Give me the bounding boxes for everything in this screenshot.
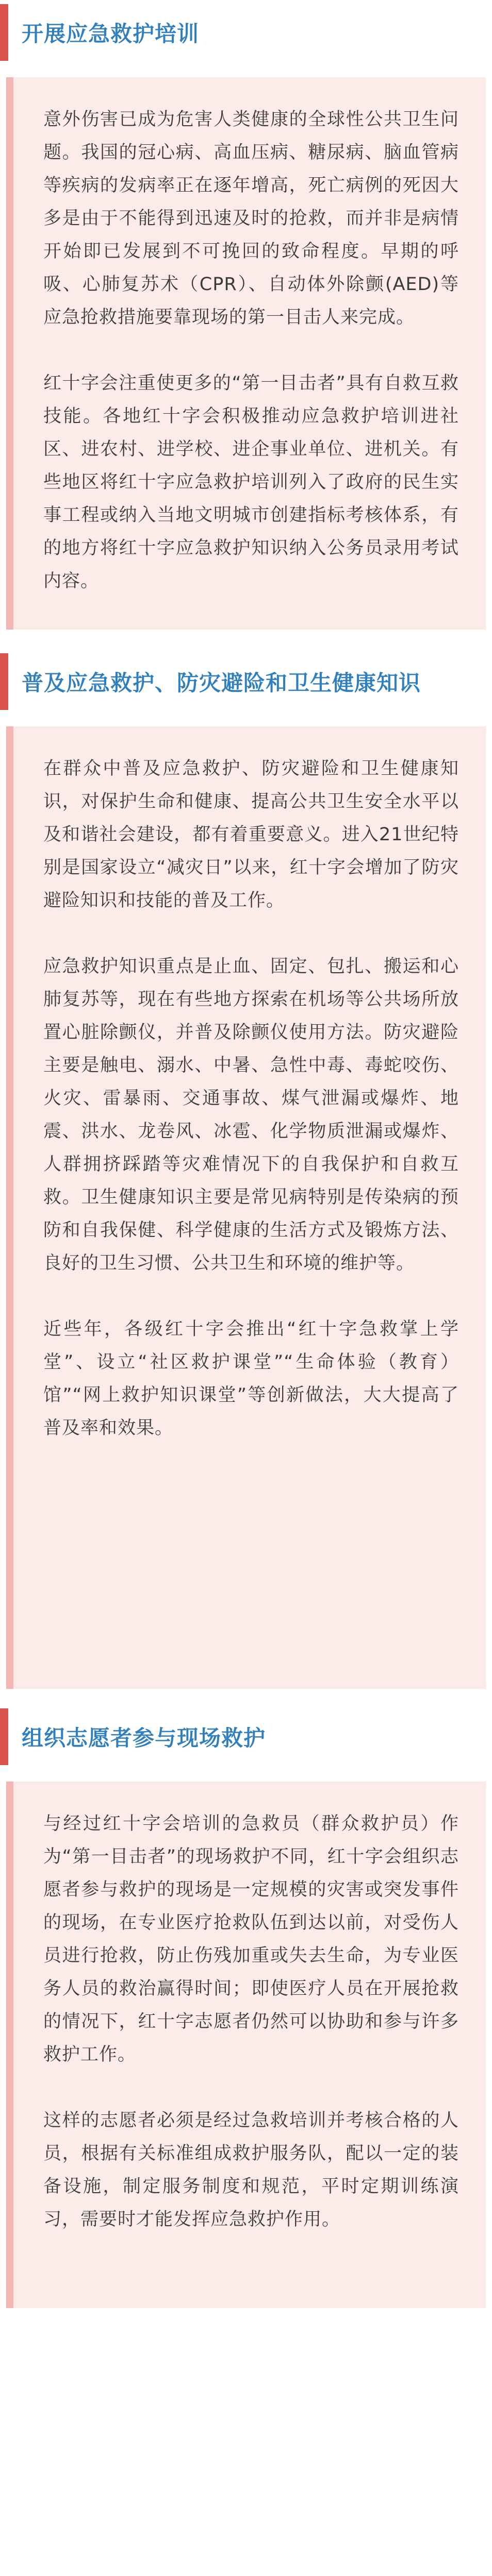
section-box-knowledge-popularization: [6, 726, 486, 1689]
paragraph: 这样的志愿者必须是经过急救培训并考核合格的人员，根据有关标准组成救护服务队，配以一定的装备设施，制定服务制度和规范，平时定期训练演习，需要时才能发挥应急救护作用。: [43, 2110, 459, 2230]
paragraph: 应急救护知识重点是止血、固定、包扎、搬运和心肺复苏等，现在有些地方探索在机场等公共场所放置心脏除颤仪，并普及除颤仪使用方法。防灾避险主要是触电、溺水、中暑、急性中毒、毒蛇咬伤、火灾、雷暴雨、交通事故、煤气泄漏或爆炸、地震、洪水、龙卷风、冰雹、化学物质泄漏或爆炸、人群拥挤踩踏等灾难情况下的自我保护和自救互救。卫生健康知识主要是常见病特别是传染病的预防和自我保健、科学健康的生活方式及锻炼方法、良好的卫生习惯、公共卫生和环境的维护等。: [43, 956, 459, 1274]
section-title: 开展应急救护培训: [22, 21, 200, 46]
paragraph: 近些年，各级红十字会推出“红十字急救掌上学堂”、设立“社区救护课堂”“生命体验（教育）馆”“网上救护知识课堂”等创新做法，大大提高了普及率和效果。: [43, 1319, 459, 1438]
section-heading-first-aid-training: [0, 4, 289, 61]
section-title: 组织志愿者参与现场救护: [22, 1725, 266, 1751]
section-box-first-aid-training: [6, 77, 486, 630]
paragraph: 与经过红十字会培训的急救员（群众救护员）作为“第一目击者”的现场救护不同，红十字会组织志愿者参与救护的现场是一定规模的灾害或突发事件的现场，在专业医疗抢救队伍到达以前，对受伤人员进行抢救，防止伤残加重或失去生命，为专业医务人员的救治赢得时间；即使医疗人员在开展抢救的情况下，红十字志愿者仍然可以协助和参与许多救护工作。: [43, 1814, 459, 2065]
section-box-volunteer-rescue: [6, 1782, 486, 2308]
section-title: 普及应急救护、防灾避险和卫生健康知识: [22, 670, 421, 696]
section-heading-knowledge-popularization: [0, 653, 480, 710]
paragraph: 意外伤害已成为危害人类健康的全球性公共卫生问题。我国的冠心病、高血压病、糖尿病、脑血管病等疾病的发病率正在逐年增高，死亡病例的死因大多是由于不能得到迅速及时的抢救，而并非是病情开始即已发展到不可挽回的致命程度。早期的呼吸、心肺复苏术（CPR）、自动体外除颤(AED)等应急抢救措施要靠现场的第一目击人来完成。: [43, 109, 459, 328]
section-heading-volunteer-rescue: [0, 1708, 289, 1765]
paragraph: 红十字会注重使更多的“第一目击者”具有自救互救技能。各地红十字会积极推动应急救护培训进社区、进农村、进学校、进企事业单位、进机关。有些地区将红十字应急救护培训列入了政府的民生实事工程或纳入当地文明城市创建指标考核体系，有的地方将红十字应急救护知识纳入公务员录用考试内容。: [43, 373, 459, 591]
paragraph: 在群众中普及应急救护、防灾避险和卫生健康知识，对保护生命和健康、提高公共卫生安全水平以及和谐社会建设，都有着重要意义。进入21世纪特别是国家设立“减灾日”以来，红十字会增加了防灾避险知识和技能的普及工作。: [43, 758, 459, 911]
